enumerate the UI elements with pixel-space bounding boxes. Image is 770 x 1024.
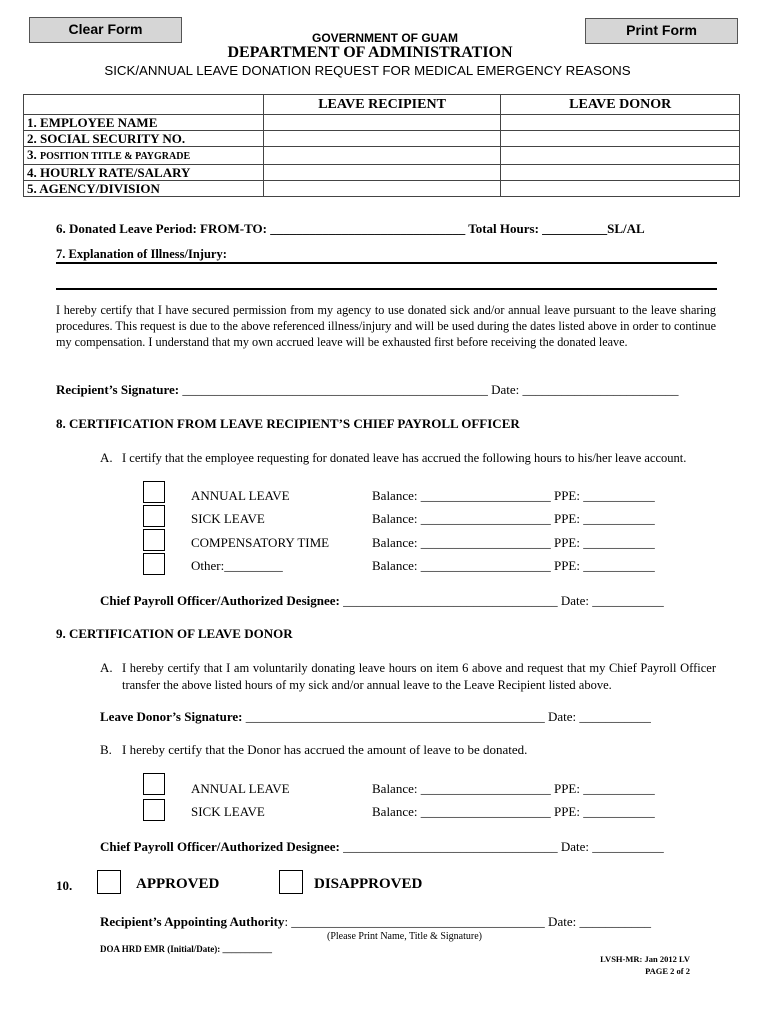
compensatory-time-checkbox[interactable]	[143, 529, 165, 551]
section-8-a-letter: A.	[100, 450, 113, 465]
table-row	[24, 131, 740, 147]
donor-annual-leave-checkbox[interactable]	[143, 773, 165, 795]
section-9-title: 9. CERTIFICATION OF LEAVE DONOR	[56, 626, 293, 641]
recipient-signature-line	[56, 382, 679, 398]
sick-leave-checkbox[interactable]	[143, 505, 165, 527]
row-label	[24, 131, 264, 147]
explanation-label: 7. Explanation of Illness/Injury:	[56, 247, 227, 261]
row-label-text: EMPLOYEE NAME	[40, 115, 158, 130]
print-form-button[interactable]: Print Form	[585, 18, 738, 44]
donor-signature-label: Leave Donor’s Signature:	[100, 709, 243, 724]
appointing-authority-blank: : _______________________________________ Date: ___________	[284, 914, 651, 929]
recipient-salary-field[interactable]	[263, 165, 501, 181]
disapproved-label: DISAPPROVED	[314, 876, 423, 892]
recipient-agency-field[interactable]	[263, 181, 501, 197]
row-number: 4.	[27, 165, 37, 180]
department-heading: DEPARTMENT OF ADMINISTRATION	[227, 44, 513, 61]
donor-payroll-signature-line	[100, 839, 664, 855]
donor-signature-line	[100, 709, 651, 725]
recipient-signature-blank: _______________________________________________ Date: ________________________	[179, 382, 679, 397]
clear-form-button[interactable]: Clear Form	[29, 17, 182, 43]
sick-leave-balance: Balance: ____________________ PPE: ___________	[372, 511, 655, 526]
employee-info-table	[23, 94, 740, 197]
government-heading: GOVERNMENT OF GUAM	[312, 31, 458, 45]
page-number: PAGE 2 of 2	[645, 966, 690, 976]
appointing-authority-line	[100, 914, 651, 930]
row-label-text: HOURLY RATE/SALARY	[40, 165, 191, 180]
row-label	[24, 181, 264, 197]
donor-annual-leave-label: ANNUAL LEAVE	[191, 781, 290, 796]
leave-donor-header: LEAVE DONOR	[501, 95, 740, 115]
donor-position-field[interactable]	[501, 147, 740, 165]
total-hours-field[interactable]	[590, 220, 658, 236]
annual-leave-balance: Balance: ____________________ PPE: ___________	[372, 488, 655, 503]
donated-leave-period-text: . Donated Leave Period: FROM-TO: ______________________________ Total Hours: __________SL/AL	[62, 221, 645, 236]
row-number: 2.	[27, 131, 37, 146]
row-label-text: SOCIAL SECURITY NO.	[40, 131, 186, 146]
other-leave-label: Other:_________	[191, 558, 283, 573]
sick-leave-label: SICK LEAVE	[191, 511, 265, 526]
row-label	[24, 165, 264, 181]
payroll-officer-signature-label: Chief Payroll Officer/Authorized Designee:	[100, 593, 340, 608]
donor-payroll-signature-label: Chief Payroll Officer/Authorized Designee:	[100, 839, 340, 854]
row-number: 1.	[27, 115, 37, 130]
section-9-a-letter: A.	[100, 660, 113, 675]
form-code: LVSH-MR: Jan 2012 LV	[600, 954, 690, 964]
form-title: SICK/ANNUAL LEAVE DONATION REQUEST FOR MEDICAL EMERGENCY REASONS	[104, 63, 631, 78]
donor-signature-blank: ______________________________________________ Date: ___________	[242, 709, 651, 724]
section-9-b-letter: B.	[100, 742, 112, 757]
appointing-authority-label: Recipient’s Appointing Authority	[100, 914, 285, 929]
print-name-note: (Please Print Name, Title & Signature)	[327, 931, 482, 942]
leave-period-field[interactable]	[285, 220, 505, 236]
certification-paragraph: I hereby certify that I have secured permission from my agency to use donated sick and/or annual leave pursuant to the leave sharing procedures. This request is due to the above referenced illness/injury and will be used during the dates listed above in order to continue my compensation. I understand that my own accrued leave will be exhausted first before receiving the donated leave.	[56, 303, 716, 349]
payroll-officer-signature-line	[100, 593, 664, 609]
recipient-ssn-field[interactable]	[263, 131, 501, 147]
approved-checkbox[interactable]	[97, 870, 121, 894]
section-9-b-text: I hereby certify that the Donor has accrued the amount of leave to be donated.	[122, 742, 528, 757]
row-number: 5.	[27, 181, 37, 196]
donor-payroll-signature-blank: _________________________________ Date: ___________	[339, 839, 664, 854]
recipient-signature-label: Recipient’s Signature:	[56, 382, 180, 397]
row-number: 3.	[27, 147, 37, 162]
disapproved-checkbox[interactable]	[279, 870, 303, 894]
item-number: 6	[56, 221, 63, 236]
recipient-employee-name-field[interactable]	[263, 115, 501, 131]
donor-employee-name-field[interactable]	[501, 115, 740, 131]
other-leave-balance: Balance: ____________________ PPE: ___________	[372, 558, 655, 573]
annual-leave-label: ANNUAL LEAVE	[191, 488, 290, 503]
donor-agency-field[interactable]	[501, 181, 740, 197]
table-row	[24, 165, 740, 181]
row-label	[24, 147, 264, 165]
section-8-title: 8. CERTIFICATION FROM LEAVE RECIPIENT’S CHIEF PAYROLL OFFICER	[56, 416, 520, 431]
row-label-text: AGENCY/DIVISION	[39, 181, 160, 196]
table-corner	[24, 95, 264, 115]
divider	[56, 288, 717, 290]
leave-recipient-header: LEAVE RECIPIENT	[263, 95, 501, 115]
donor-annual-leave-balance: Balance: ____________________ PPE: ___________	[372, 781, 655, 796]
recipient-position-field[interactable]	[263, 147, 501, 165]
other-leave-checkbox[interactable]	[143, 553, 165, 575]
donor-sick-leave-checkbox[interactable]	[143, 799, 165, 821]
explanation-field[interactable]	[56, 264, 717, 286]
payroll-officer-signature-blank: _________________________________ Date: ___________	[339, 593, 664, 608]
section-10-number: 10.	[56, 878, 73, 893]
compensatory-time-label: COMPENSATORY TIME	[191, 535, 330, 550]
row-label-text: POSITION TITLE & PAYGRADE	[40, 151, 191, 162]
table-row	[24, 115, 740, 131]
compensatory-time-balance: Balance: ____________________ PPE: ___________	[372, 535, 655, 550]
donor-ssn-field[interactable]	[501, 131, 740, 147]
table-row	[24, 147, 740, 165]
annual-leave-checkbox[interactable]	[143, 481, 165, 503]
section-8-a-text: I certify that the employee requesting for donated leave has accrued the following hours to his/her leave account.	[122, 451, 687, 465]
donor-sick-leave-balance: Balance: ____________________ PPE: ___________	[372, 804, 655, 819]
row-label	[24, 115, 264, 131]
doa-initial-line: DOA HRD EMR (Initial/Date): ___________	[100, 944, 272, 954]
table-row	[24, 181, 740, 197]
approved-label: APPROVED	[136, 876, 220, 892]
section-9-a-text: I hereby certify that I am voluntarily donating leave hours on item 6 above and request that my Chief Payroll Officer transfer the above listed hours of my sick and/or annual leave to the Leave Recipient listed above.	[122, 661, 716, 692]
donor-sick-leave-label: SICK LEAVE	[191, 804, 265, 819]
donor-salary-field[interactable]	[501, 165, 740, 181]
